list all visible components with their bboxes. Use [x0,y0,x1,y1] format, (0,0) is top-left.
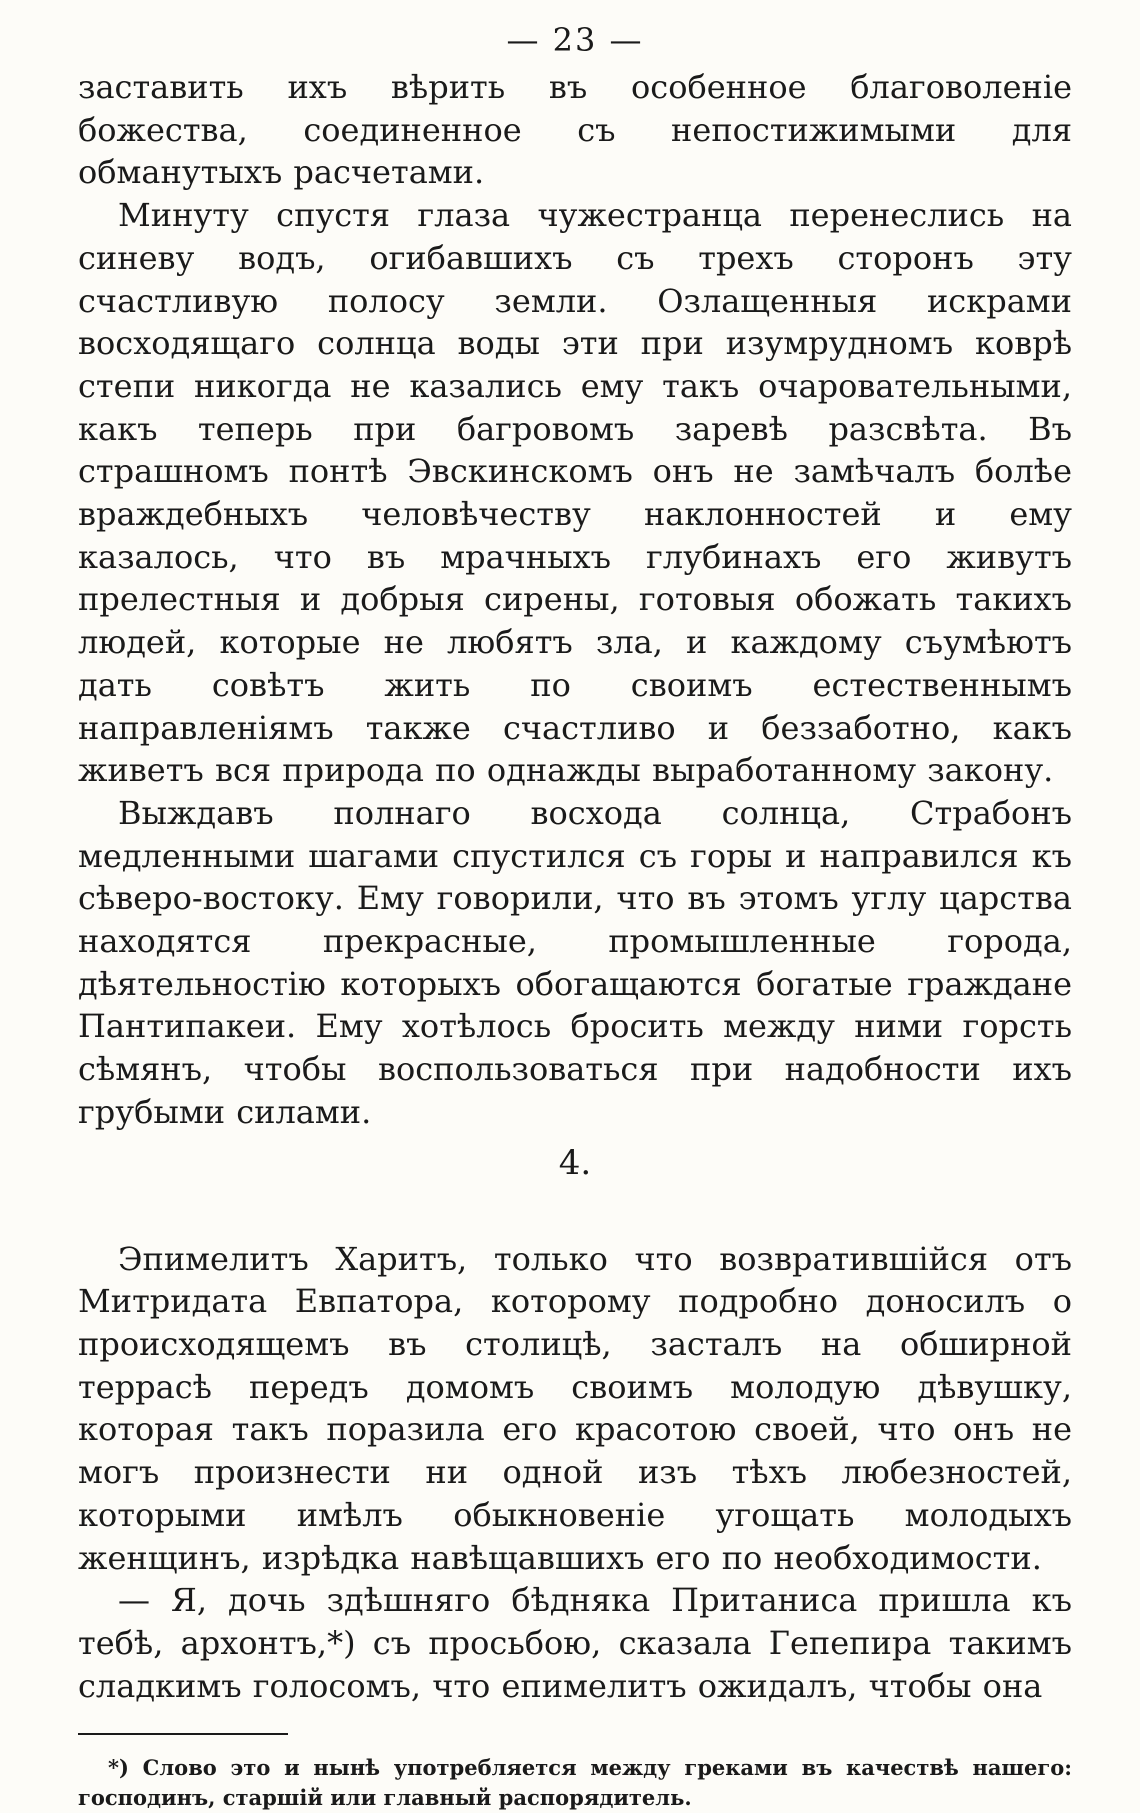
footnote-divider [78,1733,288,1735]
paragraph: Эпимелитъ Харитъ, только что возвратившійся отъ Митридата Евпатора, которому подробно доносилъ о происходящемъ въ столицѣ, засталъ на обширной террасѣ передъ домомъ своимъ молодую дѣвушку, которая такъ поразила его красотою своей, что онъ не могъ произнести ни одной изъ тѣхъ любезностей, которыми имѣлъ обыкновеніе угощать молодыхъ женщинъ, изрѣдка навѣщавшихъ его по необходимости. [78,1239,1072,1577]
paragraph: Выждавъ полнаго восхода солнца, Страбонъ медленными шагами спустился съ горы и направился къ сѣверо-востоку. Ему говорили, что въ этомъ углу царства находятся прекрасные, промышленные города, дѣятельностію которыхъ обогащаются богатые граждане Пантипакеи. Ему хотѣлось бросить между ними горсть сѣмянъ, чтобы воспользоваться при надобности ихъ грубыми силами. [78,793,1072,1131]
paragraph: Минуту спустя глаза чужестранца перенеслись на синеву водъ, огибавшихъ съ трехъ сторонъ эту счастливую полосу земли. Озлащенныя искрами восходящаго солнца воды эти при изумрудномъ коврѣ степи никогда не казались ему такъ очаровательными, какъ теперь при багровомъ заревѣ разсвѣта. Въ страшномъ понтѣ Эвскинскомъ онъ не замѣчалъ болѣе враждебныхъ человѣчеству наклонностей и ему казалось, что въ мрачныхъ глубинахъ его живутъ прелестныя и добрыя сирены, готовыя обожать такихъ людей, которые не любятъ зла, и каждому съумѣютъ дать совѣтъ жить по своимъ естественнымъ направленіямъ также счастливо и беззаботно, какъ живетъ вся природа по однажды выработанному закону. [78,196,1072,790]
page-number: — 23 — [506,21,644,59]
footnote: *) Слово это и нынѣ употребляется между греками въ качествѣ нашего: господинъ, старшій или главный распорядитель. [78,1755,1072,1811]
section-heading: 4. [558,1142,592,1183]
paragraph-continued: заставить ихъ вѣрить въ особенное благоволеніе божества, соединенное съ непостижимыми для обманутыхъ расчетами. [78,68,1072,192]
main-text [78,66,1072,1707]
paragraph: — Я, дочь здѣшняго бѣдняка Пританиса пришла къ тебѣ, архонтъ,*) съ просьбою, сказала Гепепира такимъ сладкимъ голосомъ, что епимелитъ ожидалъ, чтобы она [78,1581,1072,1705]
